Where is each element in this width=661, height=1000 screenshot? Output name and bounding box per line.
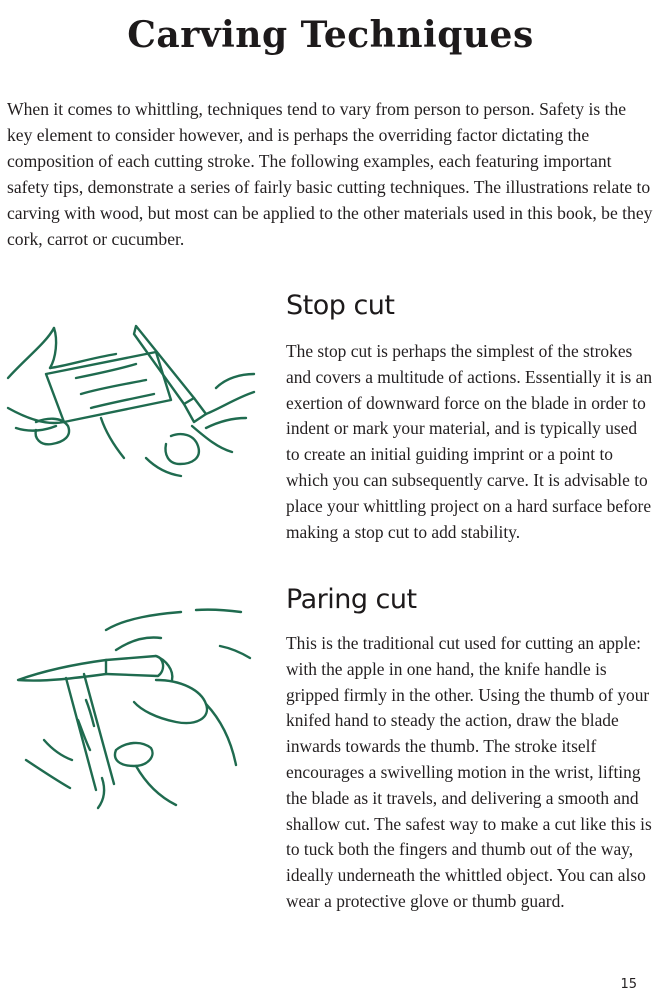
stop-cut-illustration: [6, 318, 256, 478]
page-title: Carving Techniques: [127, 14, 534, 56]
section-heading-paring-cut: Paring cut: [286, 584, 417, 615]
paring-cut-illustration: [6, 600, 256, 810]
section-heading-stop-cut: Stop cut: [286, 290, 395, 321]
section-body-stop-cut: The stop cut is perhaps the simplest of the strokes and covers a multitude of actions. Essentially it is an exertion of downward force on the blade in order to indent or mark your material, and is typically used to create an initial guiding imprint or a point to which you can subsequently carve. It is advisable to place your whittling project on a hard surface before making a stop cut to add stability.: [286, 341, 653, 542]
intro-paragraph: When it comes to whittling, techniques tend to vary from person to person. Safety is the key element to consider however, and is perhaps the overriding factor dictating the composition of each cutting stroke. The following examples, each featuring important safety tips, demonstrate a series of fairly basic cutting techniques. The illustrations relate to carving with wood, but most can be applied to the other materials used in this book, be they cork, carrot or cucumber.: [7, 99, 653, 249]
page-number: 15: [620, 977, 637, 992]
section-body-paring-cut: This is the traditional cut used for cutting an apple: with the apple in one hand, the knife handle is gripped firmly in the other. Using the thumb of your knifed hand to steady the action, draw the blade inwards towards the thumb. The stroke itself encourages a swivelling motion in the wrist, lifting the blade as it travels, and delivering a smooth and shallow cut. The safest way to make a cut like this is to tuck both the fingers and thumb out of the way, ideally underneath the whittled object. You can also wear a protective glove or thumb guard.: [286, 633, 652, 911]
